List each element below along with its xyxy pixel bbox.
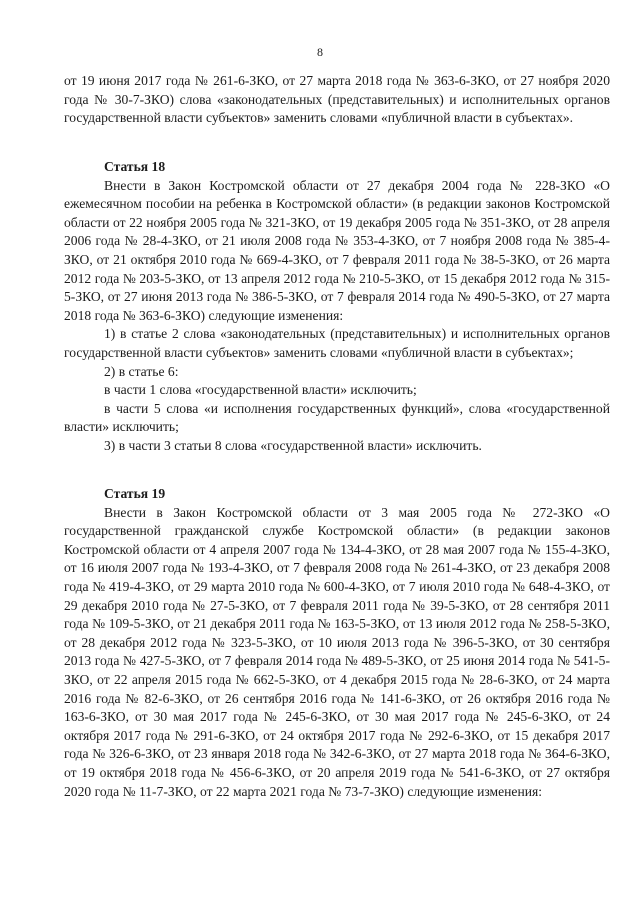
article-18-item-2a: в части 1 слова «государственной власти» исключить; (104, 382, 417, 398)
article-18 (64, 158, 610, 456)
article-18-item-2: 2) в статье 6: (104, 363, 179, 379)
top-paragraph-block (64, 72, 610, 128)
article-18-intro: Внести в Закон Костромской области от 27 декабря 2004 года № 228-ЗКО «О ежемесячном пособии на ребенка в Костромской области» (в редакции законов Костромской области от 22 ноября 2005 года № 321-ЗКО, от 19 декабря 2005 года № 351-ЗКО, от 28 апреля 2006 года № 28-4-ЗКО, от 21 июля 2008 года № 353-4-ЗКО, от 7 ноября 2008 года № 385-4-ЗКО, от 21 октября 2010 года № 669-4-ЗКО, от 7 февраля 2011 года № 38-5-ЗКО, от 26 марта 2012 года № 203-5-ЗКО, от 13 апреля 2012 года № 210-5-ЗКО, от 15 декабря 2012 года № 315-5-ЗКО, от 27 июня 2013 года № 386-5-ЗКО, от 7 февраля 2014 года № 490-5-ЗКО, от 27 марта 2018 года № 363-6-ЗКО) следующие изменения: (64, 177, 610, 323)
article-19 (64, 485, 610, 801)
page-number: 8 (317, 45, 323, 59)
article-19-intro: Внести в Закон Костромской области от 3 мая 2005 года № 272-ЗКО «О государственной гражданской службе Костромской области» (в редакции законов Костромской области от 4 апреля 2007 года № 134-4-ЗКО, от 28 мая 2007 года № 155-4-ЗКО, от 16 июля 2007 года № 193-4-ЗКО, от 7 февраля 2008 года № 261-4-ЗКО, от 23 декабря 2008 года № 419-4-ЗКО, от 29 марта 2010 года № 600-4-ЗКО, от 7 июля 2010 года № 648-4-ЗКО, от 29 декабря 2010 года № 27-5-ЗКО, от 7 февраля 2011 года № 39-5-ЗКО, от 28 сентября 2011 года № 109-5-ЗКО, от 21 декабря 2011 года № 163-5-ЗКО, от 13 июля 2012 года № 258-5-ЗКО, от 28 декабря 2012 года № 323-5-ЗКО, от 10 июля 2013 года № 396-5-ЗКО, от 30 сентября 2013 года № 427-5-ЗКО, от 7 февраля 2014 года № 489-5-ЗКО, от 25 июня 2014 года № 541-5-ЗКО, от 22 апреля 2015 года № 662-5-ЗКО, от 4 декабря 2015 года № 28-6-ЗКО, от 24 марта 2016 года № 82-6-ЗКО, от 26 сентября 2016 года № 141-6-ЗКО, от 26 октября 2016 года № 163-6-ЗКО, от 30 мая 2017 года № 245-6-ЗКО, от 30 мая 2017 года № 245-6-ЗКО, от 24 октября 2017 года № 291-6-ЗКО, от 24 октября 2017 года № 292-6-ЗКО, от 15 декабря 2017 года № 326-6-ЗКО, от 23 января 2018 года № 342-6-ЗКО, от 27 марта 2018 года № 364-6-ЗКО, от 19 октября 2018 года № 456-6-ЗКО, от 20 апреля 2019 года № 541-6-ЗКО, от 27 октября 2020 года № 11-7-ЗКО, от 22 марта 2021 года № 73-7-ЗКО) следующие изменения: (64, 504, 610, 799)
article-18-item-3: 3) в части 3 статьи 8 слова «государственной власти» исключить. (104, 437, 482, 453)
article-18-item-1: 1) в статье 2 слова «законодательных (представительных) и исполнительных органов государственной власти субъектов» заменить словами «публичной власти в субъектах»; (64, 326, 610, 360)
article-18-heading: Статья 18 (104, 159, 166, 174)
article-19-heading: Статья 19 (104, 486, 166, 501)
article-18-item-2b: в части 5 слова «и исполнения государственных функций», слова «государственной власти» исключить; (64, 400, 610, 435)
continued-paragraph: от 19 июня 2017 года № 261-6-ЗКО, от 27 марта 2018 года № 363-6-ЗКО, от 27 ноября 2020 года № 30-7-ЗКО) слова «законодательных (представительных) и исполнительных органов государственной власти субъектов» заменить словами «публичной власти в субъектах». (64, 73, 610, 126)
